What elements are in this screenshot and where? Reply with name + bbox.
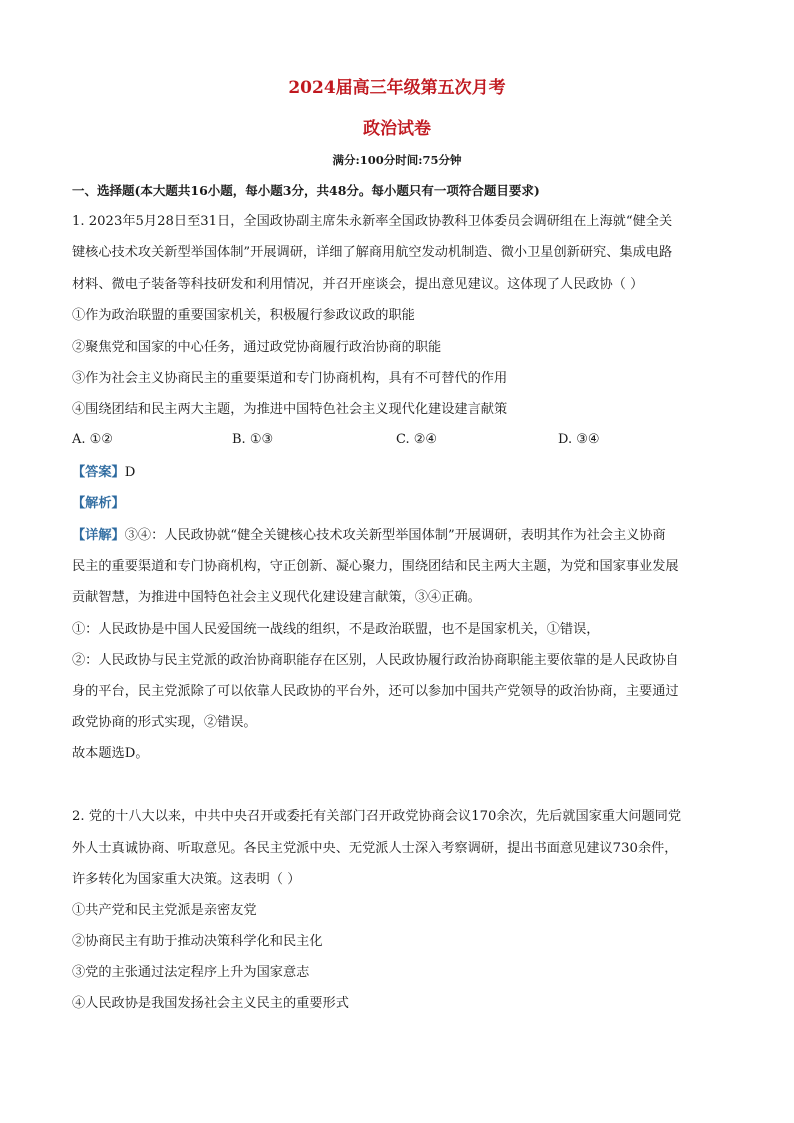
q2-option-3: ③党的主张通过法定程序上升为国家意志	[72, 965, 310, 980]
exam-title: 2024届高三年级第五次月考	[288, 78, 506, 98]
q2-stem-line: 外人士真诚协商、听取意见。各民主党派中央、无党派人士深入考察调研，提出书面意见建议730余件，	[72, 841, 678, 856]
q1-stem-line: 1. 2023年5月28日至31日，全国政协副主席朱永新率全国政协教科卫体委员会调研组在上海就“健全关	[72, 214, 673, 229]
conclusion-line: 故本题选D。	[72, 746, 149, 761]
q1-stem-line: 键核心技术攻关新型举国体制”开展调研，详细了解商用航空发动机制造、微小卫星创新研究、集成电路	[72, 245, 673, 260]
section-heading: 一、选择题(本大题共16小题，每小题3分，共48分。每小题只有一项符合题目要求)	[72, 183, 540, 198]
detail-line: 政党协商的形式实现，②错误。	[72, 715, 257, 730]
detail-line: 贡献智慧，为推进中国特色社会主义现代化建设建言献策，③④正确。	[72, 590, 481, 605]
q1-choices	[72, 432, 722, 450]
analysis-tag: 【解析】	[72, 496, 125, 511]
q2-stem-line: 许多转化为国家重大决策。这表明（ ）	[72, 872, 301, 887]
choice-c: C. ②④	[396, 432, 438, 447]
choice-b: B. ①③	[232, 432, 274, 447]
detail-line: 民主的重要渠道和专门协商机构，守正创新、凝心聚力，围绕团结和民主两大主题，为党和国家事业发展	[72, 559, 679, 574]
q1-option-1: ①作为政治联盟的重要国家机关，积极履行参政议政的职能	[72, 308, 415, 323]
q1-option-3: ③作为社会主义协商民主的重要渠道和专门协商机构，具有不可替代的作用	[72, 371, 508, 386]
choice-a: A. ①②	[72, 432, 113, 447]
q2-option-1: ①共产党和民主党派是亲密友党	[72, 903, 257, 918]
q2-option-2: ②协商民主有助于推动决策科学化和民主化	[72, 934, 323, 949]
answer-row	[72, 464, 135, 482]
score-time-info: 满分:100分时间:75分钟	[332, 153, 462, 167]
detail-row	[72, 527, 666, 545]
q1-option-2: ②聚焦党和国家的中心任务，通过政党协商履行政治协商的职能	[72, 340, 442, 355]
answer-value: D	[124, 465, 136, 480]
choice-d: D. ③④	[558, 432, 600, 447]
q1-stem-line: 材料、微电子装备等科技研发和利用情况，并召开座谈会，提出意见建议。这体现了人民政协（ ）	[72, 277, 644, 292]
detail-line: ②：人民政协与民主党派的政治协商职能存在区别，人民政协履行政治协商职能主要依靠的是人民政协自	[72, 653, 679, 668]
detail-tag: 【详解】	[72, 528, 125, 543]
detail-line: 身的平台，民主党派除了可以依靠人民政协的平台外，还可以参加中国共产党领导的政治协商，主要通过	[72, 684, 679, 699]
q2-option-4: ④人民政协是我国发扬社会主义民主的重要形式	[72, 996, 349, 1011]
q1-option-4: ④围绕团结和民主两大主题，为推进中国特色社会主义现代化建设建言献策	[72, 402, 508, 417]
analysis-row	[72, 495, 125, 513]
detail-line: ①：人民政协是中国人民爱国统一战线的组织，不是政治联盟，也不是国家机关，①错误，	[72, 622, 600, 637]
subject-title: 政治试卷	[363, 119, 431, 139]
answer-tag: 【答案】	[72, 465, 125, 480]
detail-text: ③④：人民政协就“健全关键核心技术攻关新型举国体制”开展调研，表明其作为社会主义协商	[124, 528, 666, 543]
q2-stem-line: 2. 党的十八大以来，中共中央召开或委托有关部门召开政党协商会议170余次，先后就国家重大问题同党	[72, 809, 682, 824]
